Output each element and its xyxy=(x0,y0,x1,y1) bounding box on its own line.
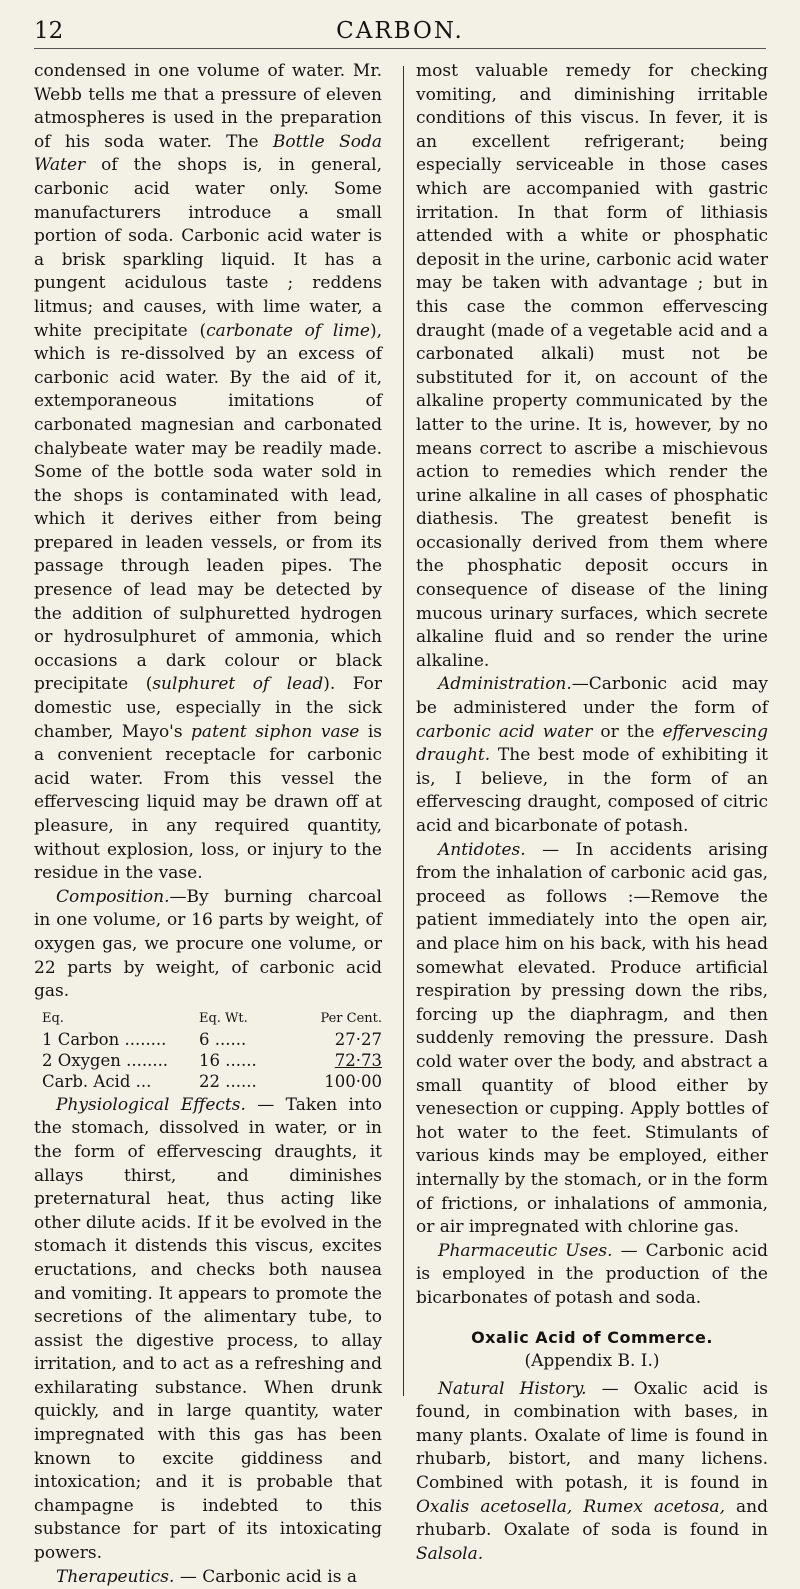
table-header: Eq. Eq. Wt. Per Cent. xyxy=(42,1010,383,1026)
heading-administration: Administration. xyxy=(438,674,572,695)
page-number: 12 xyxy=(34,18,64,44)
paragraph-natural-history: Natural History. — Oxalic acid is found, in combination with bases, in many plants. Oxalate of lime is found in rhubarb, bistort, and many lichens. Combined with potash, it is found in Oxalis acetosella, Rumex acetosa, and rhubarb. Oxalate of soda is found in Salsola. xyxy=(416,1378,769,1564)
right-column xyxy=(416,60,768,1566)
paragraph-pharmaceutic-uses: Pharmaceutic Uses. — Carbonic acid is employed in the production of the bicarbonates of potash and soda. xyxy=(416,1240,768,1308)
column-divider xyxy=(403,66,404,1396)
left-column xyxy=(34,60,382,1589)
heading-composition: Composition. xyxy=(56,886,170,907)
section-title-oxalic-acid: Oxalic Acid of Commerce. xyxy=(471,1328,713,1348)
paragraph-soda-water: condensed in one volume of water. Mr. Webb tells me that a pressure of eleven atmospheres is used in the preparation of his soda water. The Bottle Soda Water of the shops is, in general, carbonic acid water only. Some manufacturers introduce a small portion of soda. Carbonic acid water is a brisk sparkling liquid. It has a pungent acidulous taste ; reddens litmus; and causes, with lime water, a white precipitate (carbonate of lime), which is re-dissolved by an excess of carbonic acid water. By the aid of it, extemporaneous imitations of carbonated magnesian and carbonated chalybeate water may be readily made. Some of the bottle soda water sold in the shops is contaminated with lead, which it derives either from being prepared in leaden vessels, or from its passage through leaden pipes. The presence of lead may be detected by the addition of sulphuretted hydrogen or hydrosulphuret of ammonia, which occasions a dark colour or black precipitate (sulphuret of lead). For domestic use, especially in the sick chamber, Mayo's patent siphon vase is a convenient receptacle for carbonic acid water. From this vessel the effervescing liquid may be drawn off at pleasure, in any required quantity, without explosion, loss, or injury to the residue in the vase. xyxy=(34,61,382,884)
page-header xyxy=(34,18,766,49)
paragraph-therapeutics: Therapeutics. — Carbonic acid is a xyxy=(56,1566,358,1587)
paragraph-administration: Administration.—Carbonic acid may be administered under the form of carbonic acid water or the effervescing draught. The best mode of exhibiting it is, I believe, in the form of an effervescing draught, composed of citric acid and bicarbonate of potash. xyxy=(416,674,768,836)
table-row: 2 Oxygen ........ 16 ...... 72·73 xyxy=(42,1050,383,1070)
heading-therapeutics: Therapeutics. xyxy=(56,1566,175,1587)
paragraph-physiological-effects: Physiological Effects. — Taken into the stomach, dissolved in water, or in the form of effervescing draughts, it allays thirst, and diminishes preternatural heat, thus acting like other dilute acids. If it be evolved in the stomach it distends this viscus, excites eructations, and checks both nausea and vomiting. It appears to promote the secretions of the alimentary tube, to assist the digestive process, to allay irritation, and to act as a refreshing and exhilarating substance. When drunk quickly, and in large quantity, water impregnated with this gas has been known to excite giddiness and intoxication; and it is probable that champagne is indebted to this substance for part of its intoxicating powers. xyxy=(34,1094,382,1564)
running-head: CARBON. xyxy=(336,18,464,44)
composition-table xyxy=(34,1008,382,1092)
paragraph-composition: Composition.—By burning charcoal in one volume, or 16 parts by weight, of oxygen gas, we procure one volume, or 22 parts by weight, of carbonic acid gas. xyxy=(34,886,382,1002)
paragraph-therapeutics-cont: most valuable remedy for checking vomiting, and diminishing irritable conditions of this viscus. In fever, it is an excellent refrigerant; being especially serviceable in those cases which are accompanied with gastric irritation. In that form of lithiasis attended with a white or phosphatic deposit in the urine, carbonic acid water may be taken with advantage ; but in this case the common effervescing draught (made of a vegetable acid and a carbonated alkali) must not be substituted for it, on account of the alkaline property communicated by the latter to the urine. It is, however, by no means correct to ascribe a mischievous action to remedies which render the urine alkaline in all cases of phosphatic diathesis. The greatest benefit is occasionally derived from them where the phosphatic deposit occurs in consequence of disease of the lining mucous urinary surfaces, which secrete alkaline fluid and so render the urine alkaline. xyxy=(416,61,768,671)
heading-physiological-effects: Physiological Effects. xyxy=(56,1094,246,1115)
table-row: 1 Carbon ........ 6 ...... 27·27 xyxy=(42,1029,383,1049)
heading-antidotes: Antidotes. xyxy=(438,839,526,860)
heading-pharmaceutic-uses: Pharmaceutic Uses. xyxy=(438,1240,613,1261)
section-subtitle-appendix: (Appendix B. I.) xyxy=(524,1351,660,1372)
heading-natural-history: Natural History. xyxy=(438,1378,587,1399)
table-row: Carb. Acid ... 22 ...... 100·00 xyxy=(42,1071,383,1091)
paragraph-antidotes: Antidotes. — In accidents arising from the inhalation of carbonic acid gas, proceed as follows :—Remove the patient immediately into the open air, and place him on his back, with his head somewhat elevated. Produce artificial respiration by pressing down the ribs, forcing up the diaphragm, and then suddenly removing the pressure. Dash cold water over the body, and abstract a small quantity of blood either by venesection or cupping. Apply bottles of hot water to the feet. Stimulants of various kinds may be employed, either internally by the stomach, or in the form of frictions, or inhalations of ammonia, or air impregnated with chlorine gas. xyxy=(416,839,768,1238)
